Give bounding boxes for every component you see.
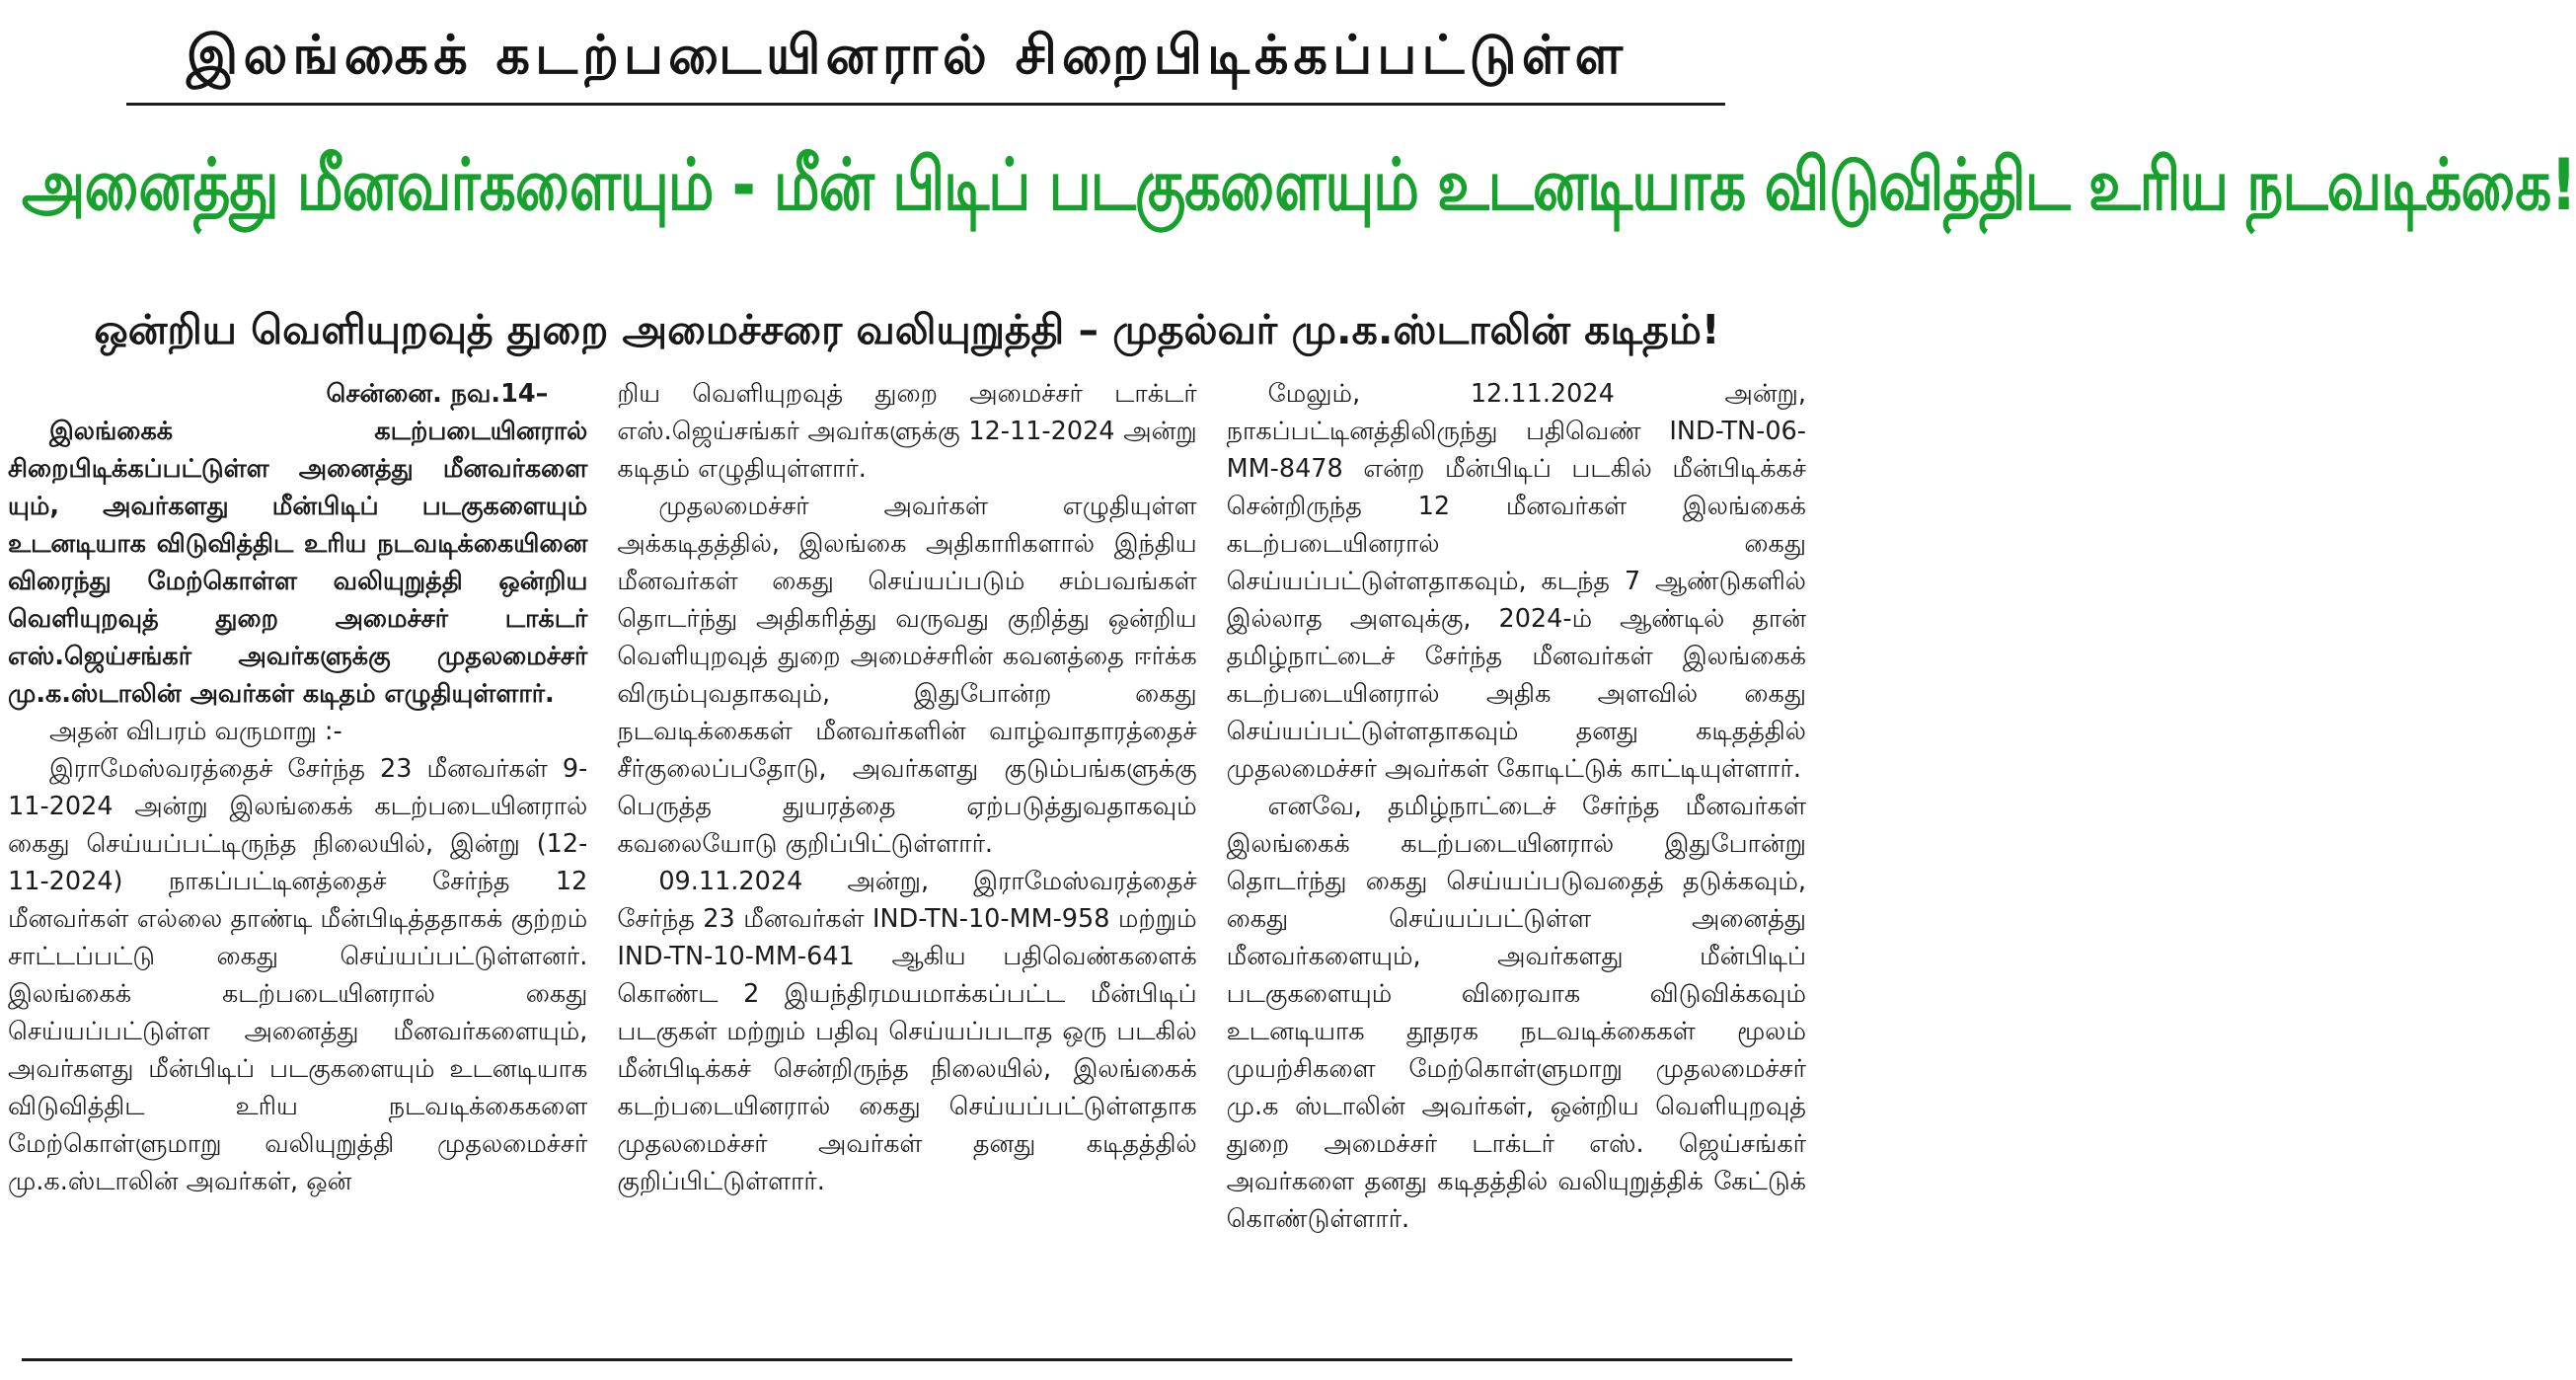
article-column-3 bbox=[1227, 375, 1806, 1341]
body-paragraph: முதலமைச்சர் அவர்கள் எழுதியுள்ள அக்கடிதத்தில், இலங்கை அதிகாரிகளால் இந்திய மீனவர்கள் கைது செய்யப்படும் சம்பவங்கள் தொடர்ந்து அதிகரித்து வருவது குறித்து ஒன்றிய வெளியுறவுத் துறை அமைச்சரின் கவனத்தை ஈர்க்க விரும்புவதாகவும், இதுபோன்ற கைது நடவடிக்கைகள் மீனவர்களின் வாழ்வாதாரத்தைச் சீர்குலைப்பதோடு, அவர்களது குடும்பங்களுக்கு பெருத்த துயரத்தை ஏற்படுத்துவதாகவும் கவலையோடு குறிப்பிட்டுள்ளார். bbox=[617, 492, 1197, 859]
body-paragraph: றிய வெளியுறவுத் துறை அமைச்சர் டாக்டர் எஸ்.ஜெய்சங்கர் அவர்களுக்கு 12-11-2024 அன்று கடிதம் எழுதியுள்ளார். bbox=[617, 379, 1197, 484]
body-paragraph: 09.11.2024 அன்று, இராமேஸ்வரத்தைச் சேர்ந்த 23 மீனவர்கள் IND-TN-10-MM-958 மற்றும் IND-TN-10-MM-641 ஆகிய பதிவெண்களைக் கொண்ட 2 இயந்திரமயமாக்கப்பட்ட மீன்பிடிப் படகுகள் மற்றும் பதிவு செய்யப்படாத ஒரு படகில் மீன்பிடிக்கச் சென்றிருந்த நிலையில், இலங்கைக் கடற்படையினரால் கைது செய்யப்பட்டுள்ளதாக முதலமைச்சர் அவர்கள் தனது கடிதத்தில் குறிப்பிட்டுள்ளார். bbox=[617, 867, 1197, 1196]
body-paragraph: அதன் விபரம் வருமாறு :- bbox=[49, 717, 342, 746]
article-body bbox=[8, 375, 1806, 1341]
body-paragraph: எனவே, தமிழ்நாட்டைச் சேர்ந்த மீனவர்கள் இலங்கைக் கடற்படையினரால் இதுபோன்று தொடர்ந்து கைது செய்யப்படுவதைத் தடுக்கவும், கைது செய்யப்பட்டுள்ள அனைத்து மீனவர்களையும், அவர்களது மீன்பிடிப் படகுகளையும் விரைவாக விடுவிக்கவும் உடனடியாக தூதரக நடவடிக்கைகள் மூலம் முயற்சிகளை மேற்கொள்ளுமாறு முதலமைச்சர் மு.க ஸ்டாலின் அவர்கள், ஒன்றிய வெளியுறவுத் துறை அமைச்சர் டாக்டர் எஸ். ஜெய்சங்கர் அவர்களை தனது கடிதத்தில் வலியுறுத்திக் கேட்டுக் கொண்டுள்ளார். bbox=[1226, 792, 1806, 1234]
main-headline: அனைத்து மீனவர்களையும் - மீன் பிடிப் படகுகளையும் உடனடியாக விடுவித்திட உரிய நடவடிக்கை! bbox=[22, 142, 2576, 227]
lead-paragraph: இலங்கைக் கடற்படையினரால் சிறைபிடிக்கப்பட்டுள்ள அனைத்து மீனவர்களை யும், அவர்களது மீன்பிடிப் படகுகளையும் உடனடியாக விடுவித்திட உரிய நடவடிக்கையினை விரைந்து மேற்கொள்ள வலியுறுத்தி ஒன்றிய வெளியுறவுத் துறை அமைச்சர் டாக்டர் எஸ்.ஜெய்சங்கர் அவர்களுக்கு முதலமைச்சர் மு.க.ஸ்டாலின் அவர்கள் கடிதம் எழுதியுள்ளார். bbox=[8, 417, 588, 709]
bottom-divider bbox=[22, 1358, 1792, 1361]
article-column-2 bbox=[617, 375, 1196, 1341]
kicker-heading: இலங்கைக் கடற்படையினரால் சிறைபிடிக்கப்பட்டுள்ள bbox=[186, 24, 1629, 86]
dateline: சென்னை. நவ.14– bbox=[326, 379, 549, 409]
article-column-1 bbox=[8, 375, 587, 1341]
body-paragraph: மேலும், 12.11.2024 அன்று, நாகப்பட்டினத்திலிருந்து பதிவெண் IND-TN-06-MM-8478 என்ற மீன்பிடிப் படகில் மீன்பிடிக்கச் சென்றிருந்த 12 மீனவர்கள் இலங்கைக் கடற்படையினரால் கைது செய்யப்பட்டுள்ளதாகவும், கடந்த 7 ஆண்டுகளில் இல்லாத அளவுக்கு, 2024-ம் ஆண்டில் தான் தமிழ்நாட்டைச் சேர்ந்த மீனவர்கள் இலங்கைக் கடற்படையினரால் அதிக அளவில் கைது செய்யப்பட்டுள்ளதாகவும் தனது கடிதத்தில் முதலமைச்சர் அவர்கள் கோடிட்டுக் காட்டியுள்ளார். bbox=[1226, 379, 1806, 784]
body-paragraph: இராமேஸ்வரத்தைச் சேர்ந்த 23 மீனவர்கள் 9-11-2024 அன்று இலங்கைக் கடற்படையினரால் கைது செய்யப்பட்டிருந்த நிலையில், இன்று (12-11-2024) நாகப்பட்டினத்தைச் சேர்ந்த 12 மீனவர்கள் எல்லை தாண்டி மீன்பிடித்ததாகக் குற்றம் சாட்டப்பட்டு கைது செய்யப்பட்டுள்ளனர். இலங்கைக் கடற்படையினரால் கைது செய்யப்பட்டுள்ள அனைத்து மீனவர்களையும், அவர்களது மீன்பிடிப் படகுகளையும் உடனடியாக விடுவித்திட உரிய நடவடிக்கைகளை மேற்கொள்ளுமாறு வலியுறுத்தி முதலமைச்சர் மு.க.ஸ்டாலின் அவர்கள், ஒன் bbox=[8, 754, 588, 1196]
sub-headline: ஒன்றிய வெளியுறவுத் துறை அமைச்சரை வலியுறுத்தி – முதல்வர் மு.க.ஸ்டாலின் கடிதம்! bbox=[94, 306, 1720, 353]
